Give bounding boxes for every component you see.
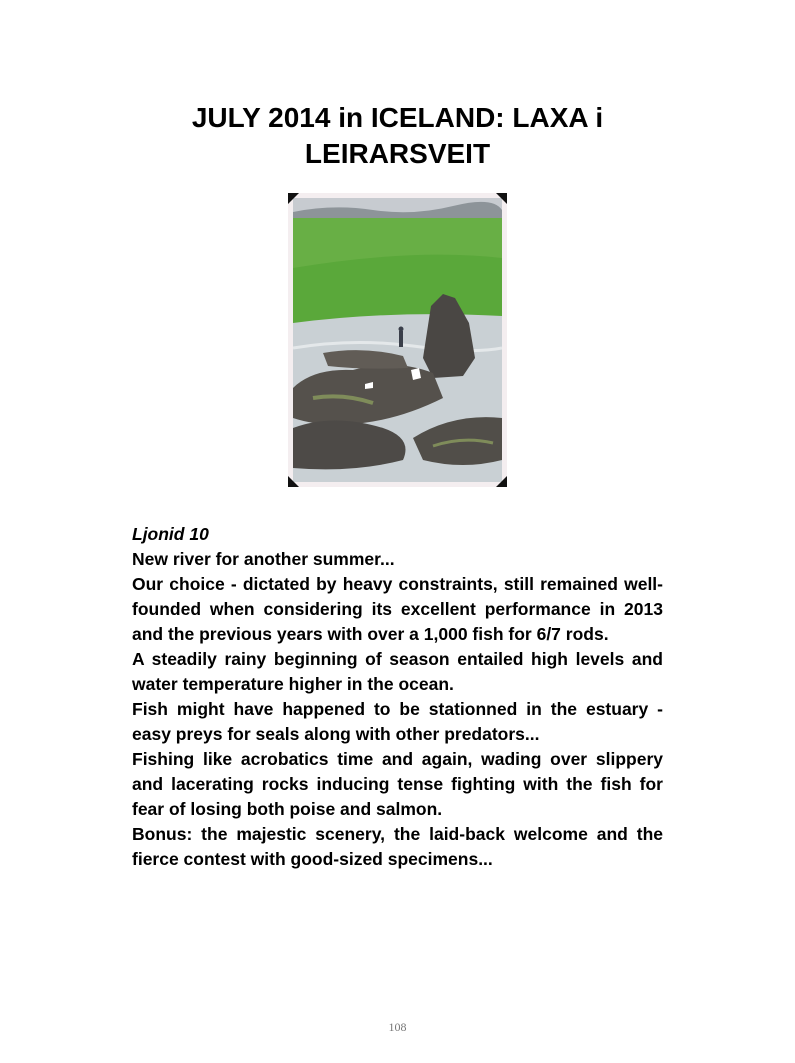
photo-corner-icon: [288, 193, 299, 204]
title-line-2: LEIRARSVEIT: [304, 138, 491, 169]
paragraph: Our choice - dictated by heavy constraints, still remained well-founded when considering its excellent performance in 2013 and the previous years with over a 1,000 fish for 6/7 rods.: [132, 574, 663, 644]
paragraph: A steadily rainy beginning of season entailed high levels and water temperature higher in the ocean.: [132, 649, 663, 694]
paragraph: Bonus: the majestic scenery, the laid-back welcome and the fierce contest with good-sized specimens...: [132, 824, 663, 869]
photo-corner-icon: [496, 193, 507, 204]
river-landscape-photo: [293, 198, 502, 482]
author-signature: Ljonid 10: [132, 524, 209, 544]
page-title: [140, 100, 655, 172]
title-line-1: JULY 2014 in ICELAND: LAXA i: [191, 102, 604, 133]
river-photo: [288, 193, 507, 487]
paragraph: Fishing like acrobatics time and again, wading over slippery and lacerating rocks inducing tense fighting with the fish for fear of losing both poise and salmon.: [132, 749, 663, 819]
photo-corner-icon: [288, 476, 299, 487]
article-body: [132, 522, 663, 872]
paragraph: Fish might have happened to be stationned in the estuary - easy preys for seals along with other predators...: [132, 699, 663, 744]
page-number: 108: [388, 1020, 407, 1034]
paragraph: New river for another summer...: [132, 549, 395, 569]
photo-corner-icon: [496, 476, 507, 487]
